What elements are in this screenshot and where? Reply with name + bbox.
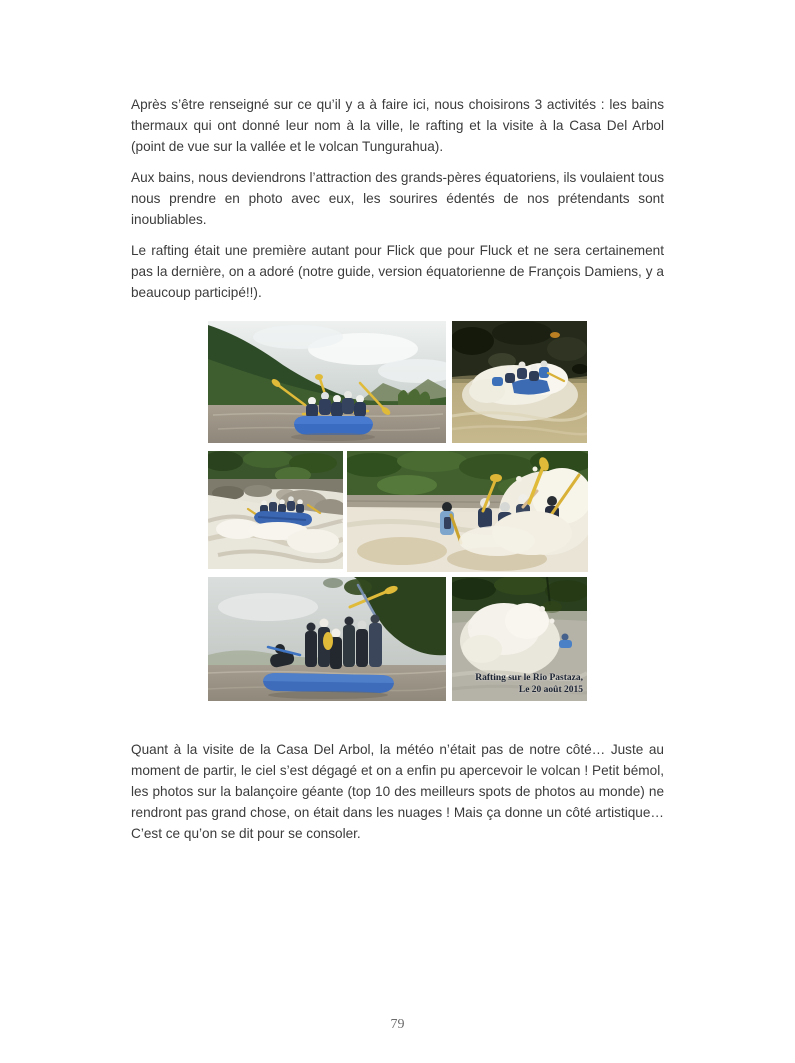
photo-caption-line1: Rafting sur le Rio Pastaza,: [475, 673, 583, 683]
photo-raft-whitewater-rocks: [452, 321, 587, 443]
closing-paragraph-block: [131, 739, 664, 854]
photo-splash-with-caption: [452, 577, 587, 701]
paragraph-bains: Aux bains, nous deviendrons l’attraction des grands-pères équatoriens, ils voulaient tous nous prendre en photo avec eux, les sourires édentés de nos prétendants sont inoubliables.: [131, 170, 664, 227]
photo-collage: [208, 321, 588, 702]
photo-raft-rapids-stony-shore: [208, 451, 343, 569]
photo-raft-group-mountains: [208, 321, 446, 443]
paragraph-rafting: Le rafting était une première autant pour Flick que pour Fluck et ne sera certainement pas la dernière, on a adoré (notre guide, version équatorienne de François Damiens, y a beaucoup participé!!).: [131, 243, 664, 300]
photo-caption-line2: Le 20 août 2015: [518, 684, 583, 695]
intro-paragraphs: [131, 94, 664, 313]
photo-caption: [475, 673, 583, 696]
photo-crew-standing-raft: [208, 577, 446, 701]
paragraph-casa-del-arbol: Quant à la visite de la Casa Del Arbol, la météo n’était pas de notre côté… Juste au moment de partir, le ciel s’est dégagé et on a enfin pu apercevoir le volcan ! Petit bémol, les photos sur la balançoire géante (top 10 des meilleurs spots de photos au monde) ne rendront pas grand chose, on était dans les nuages ! Mais ça donne un côté artistique… C’est ce qu’on se dit pour se consoler.: [131, 742, 664, 841]
paragraph-activities: Après s’être renseigné sur ce qu’il y a à faire ici, nous choisirons 3 activités : les bains thermaux qui ont donné leur nom à la ville, le rafting et la visite à la Casa Del Arbol (point de vue sur la vallée et le volcan Tungurahua).: [131, 97, 664, 154]
photo-paddlers-big-splash: [347, 451, 588, 572]
page-number: 79: [390, 1017, 405, 1032]
